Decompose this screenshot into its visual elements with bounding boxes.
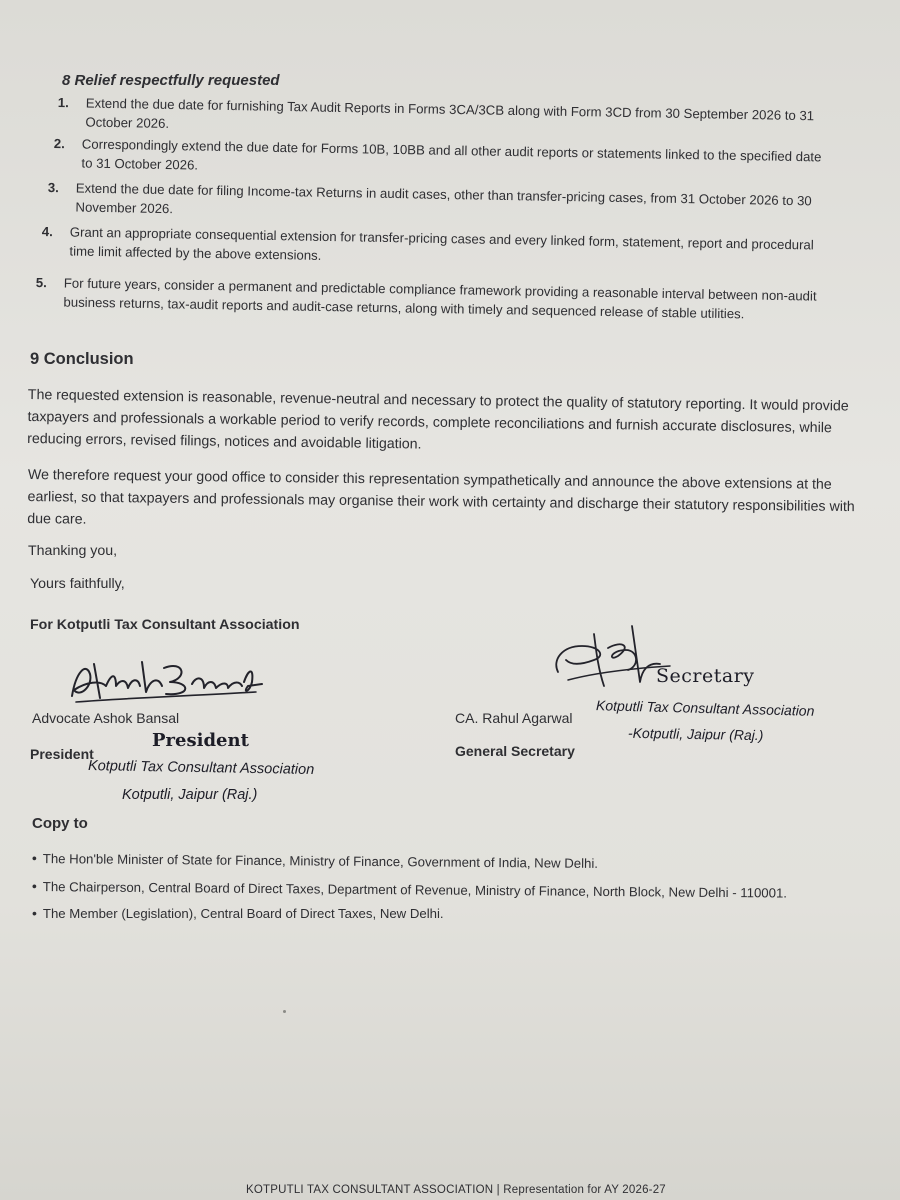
conclusion-paragraph-2: We therefore request your good office to consider this representation sympathetically and announce the above extensions at the earliest, so that taxpayers and professionals may organise their work with certainty and discharge their statutory responsibilities with due care. bbox=[27, 466, 855, 528]
secretary-stamp-city: -Kotputli, Jaipur (Raj.) bbox=[627, 724, 764, 744]
copy-to-heading: Copy to bbox=[32, 815, 88, 832]
president-stamp-org: Kotputli Tax Consultant Association bbox=[87, 758, 315, 778]
relief-item-number: 3. bbox=[47, 179, 59, 196]
relief-item-text: Extend the due date for furnishing Tax Audit Reports in Forms 3CA/3CB along with Form 3CD from 30 September 2026 to 31 October 2026. bbox=[85, 95, 815, 131]
president-title: President bbox=[30, 746, 94, 762]
president-name: Advocate Ashok Bansal bbox=[32, 710, 180, 726]
relief-item-text: Extend the due date for filing Income-tax Returns in audit cases, other than transfer-pricing cases, from 31 October 2026 to 30 November 2026. bbox=[75, 180, 812, 217]
closing-yours: Yours faithfully, bbox=[30, 576, 125, 592]
section9-heading: 9 Conclusion bbox=[30, 350, 134, 368]
relief-item-number: 1. bbox=[57, 94, 69, 111]
secretary-signature bbox=[548, 620, 673, 695]
copy-to-item: • The Member (Legislation), Central Board of Direct Taxes, New Delhi. bbox=[32, 905, 444, 921]
secretary-title: General Secretary bbox=[455, 743, 575, 759]
paper-speck bbox=[283, 1010, 286, 1013]
page-footer: KOTPUTLI TAX CONSULTANT ASSOCIATION | Representation for AY 2026-27 bbox=[246, 1184, 666, 1196]
relief-item-text: For future years, consider a permanent and predictable compliance framework providing a reasonable interval between non-audit business returns, tax-audit reports and audit-case returns, along with timely and sequenced release of stable utilities. bbox=[63, 275, 817, 322]
relief-item-3 bbox=[47, 178, 833, 230]
secretary-name: CA. Rahul Agarwal bbox=[455, 710, 573, 726]
president-stamp-title: President bbox=[152, 730, 249, 751]
relief-item-5 bbox=[35, 273, 846, 325]
secretary-stamp-org: Kotputli Tax Consultant Association bbox=[595, 697, 815, 719]
secretary-stamp-title: Secretary bbox=[656, 665, 755, 687]
conclusion-paragraph-1: The requested extension is reasonable, revenue-neutral and necessary to protect the quality of statutory reporting. It would provide taxpayers and professionals a workable period to verify records, complete reconciliations and furnish accurate disclosures, while reducing errors, revised filings, notices and avoidable litigation. bbox=[27, 386, 849, 453]
closing-for-org: For Kotputli Tax Consultant Association bbox=[30, 617, 300, 633]
relief-item-number: 4. bbox=[41, 223, 53, 240]
relief-item-number: 5. bbox=[35, 274, 47, 291]
copy-to-item: • The Chairperson, Central Board of Direct Taxes, Department of Revenue, Ministry of Finance, North Block, New Delhi - 110001. bbox=[32, 878, 787, 901]
relief-item-text: Grant an appropriate consequential extension for transfer-pricing cases and every linked form, statement, report and procedural time limit affected by the above extensions. bbox=[69, 224, 814, 263]
relief-item-number: 2. bbox=[53, 135, 65, 152]
president-stamp-city: Kotputli, Jaipur (Raj.) bbox=[122, 787, 258, 803]
copy-to-item: • The Hon'ble Minister of State for Finance, Ministry of Finance, Government of India, New Delhi. bbox=[32, 850, 598, 871]
relief-item-text: Correspondingly extend the due date for Forms 10B, 10BB and all other audit reports or statements linked to the specified date to 31 October 2026. bbox=[81, 136, 822, 173]
president-signature bbox=[66, 652, 266, 710]
section8-heading: 8 Relief respectfully requested bbox=[62, 72, 280, 89]
closing-thanks: Thanking you, bbox=[28, 543, 118, 559]
relief-item-4 bbox=[41, 222, 842, 274]
